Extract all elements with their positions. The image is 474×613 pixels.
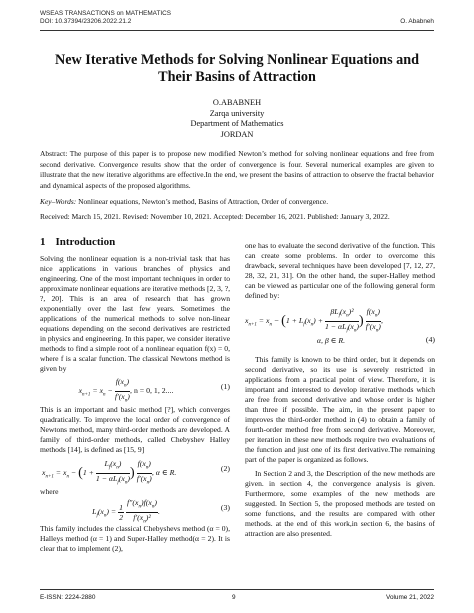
equation-4-condition: α, β ∈ R.	[316, 336, 346, 345]
header-rule	[40, 30, 434, 31]
abstract: Abstract: The purpose of this paper is to propose new modified Newton’s method for solving nonlinear equations and free from second derivative. Convergence results show that the order of convergence is four. Several numerical examples are given to illustrate that the new iterative algorithms are effective.In the end, we present the basins of attraction to observe the fractal behavior and dynamical aspects of the proposed algorithms.	[40, 149, 434, 190]
keywords	[40, 197, 434, 207]
equation-3-tag: (3)	[220, 503, 230, 512]
equation-4-body: $x_{n+1} = x_n - (1 + L_f(x_n)$ + $\frac{\beta L_f(x_n)^2}{1 - \alpha L_f(x_n)}$ ) $\frac{f(x_n)}{f'(x_n)}$ ,	[245, 307, 383, 334]
equation-2-tag: (2)	[220, 464, 230, 473]
header-author: O. Ababneh	[400, 18, 434, 25]
equation-2-body: $x_{n+1} = x_n - (1$ + $\frac{L_f(x_n)}{1 - \alpha L_f(x_n)}$ ) $\frac{f(x_n)}{f'(x_n)}$ , α ∈ R.	[42, 459, 177, 486]
where-label: where	[40, 487, 59, 496]
footer-issn: E-ISSN: 2224-2880	[40, 594, 96, 601]
author-university: Zarqa university	[209, 108, 265, 118]
equation-1	[40, 377, 230, 404]
keywords-text: Nonlinear equations, Newton’s method, Basins of Attraction, Order of convergence.	[76, 197, 329, 206]
author-name: O.ABABNEH	[212, 98, 262, 107]
journal-name: WSEAS TRANSACTIONS on MATHEMATICS	[40, 10, 172, 17]
author-department: Department of Mathematics	[190, 119, 284, 129]
equation-2	[40, 459, 230, 485]
intro-paragraph-3: This family includes the classical Chebyshevs method (α = 0), Halleys method (α = 1) and Super-Halley method(α = 2). It is clear that to implement (2),	[40, 524, 230, 553]
paper-title: New Iterative Methods for Solving Nonlinear Equations and Their Basins of Attraction	[54, 52, 420, 85]
intro-paragraph-2: This is an important and basic method [?], which converges quadratically. To improve the local order of convergence of Newtons method, many third-order methods are developed. A family of third-order methods, called Chebyshev Halley methods [14], is defined as [15, 9]	[40, 405, 230, 454]
author-country: JORDAN	[220, 129, 254, 139]
footer-page-number: 9	[232, 594, 236, 601]
right-paragraph-1: one has to evaluate the second derivative of the function. This can create some problems. In order to overcome this drawback, several techniques have been developed [7, 12, 27, 28, 32, 21, 31]. On the other hand, the super-Halley method can be viewed as particular one of the following general form defined by:	[245, 241, 435, 300]
footer-rule	[40, 589, 434, 590]
section-title: Introduction	[55, 236, 116, 248]
equation-4-tag: (4)	[425, 335, 435, 344]
doi: DOI: 10.37394/23206.2022.21.2	[40, 18, 132, 25]
equation-1-body: $x_{n+1} = x_n$ − $\frac{f(x_n)}{f'(x_n)}$ , n = 0, 1, 2....	[78, 377, 174, 404]
equation-4-condition-row	[245, 335, 435, 349]
equation-4	[245, 307, 435, 335]
right-paragraph-3: In Section 2 and 3, the Description of the new methods are given. in section 4, the convergence analysis is given. Furthermore, some examples of the new methods are suggested. In Section 5, the proposed methods are tested on some functions, and the results are compared with other methods. at the end of this work,in section 6, the basins of attraction are also presented.	[245, 469, 435, 538]
intro-paragraph-1: Solving the nonlinear equation is a non-trivial task that has nice applications in various branches of physics and engineering. One of the most important techniques in order to approximate nonlinear equations are iterative methods [2, 3, ?, ?, 20]. This is an area of research that has grown exponentially over the last few years. Sometimes the applications of the numerical methods to solve non-linear equations depending on the second derivatives are restricted in physics and engineering. In this paper, we consider iterative methods to find a simple root of a nonlinear equation f(x) = 0, where f is a scalar function. The classical Newtons method is given by	[40, 254, 230, 373]
equation-3	[40, 498, 230, 525]
publication-dates: Received: March 15, 2021. Revised: November 10, 2021. Accepted: December 16, 2021. Published: January 3, 2022.	[40, 212, 390, 221]
author-block	[40, 98, 434, 140]
equation-1-tag: (1)	[220, 382, 230, 391]
section-heading	[40, 235, 115, 249]
right-column	[245, 241, 435, 539]
left-column	[40, 254, 230, 554]
footer-volume: Volume 21, 2022	[386, 594, 434, 601]
running-header	[40, 10, 171, 26]
equation-3-body: $L_f(x_n)$ = $\frac{1}{2}$ $\frac{f''(x_n)f(x_n)}{f'(x_n)^2}$ .	[92, 498, 160, 525]
right-paragraph-2: This family is known to be third order, but it depends on second derivative, so its use is severely restricted in applications from a practical point of view. Therefore, it is important and interested to develop iterative methods which are free from second derivative and whose order is higher than three if possible. The aim, in the present paper to improves the third-order method in (4) to obtain a family of fourth-order method free from second derivative. Moreover, per iteration in these new methods require two evaluations of the function and just one of its first derivative.The remaining part of the paper is organized as follows.	[245, 355, 435, 464]
keywords-label: Key–Words:	[40, 197, 77, 206]
section-number: 1	[40, 236, 46, 248]
